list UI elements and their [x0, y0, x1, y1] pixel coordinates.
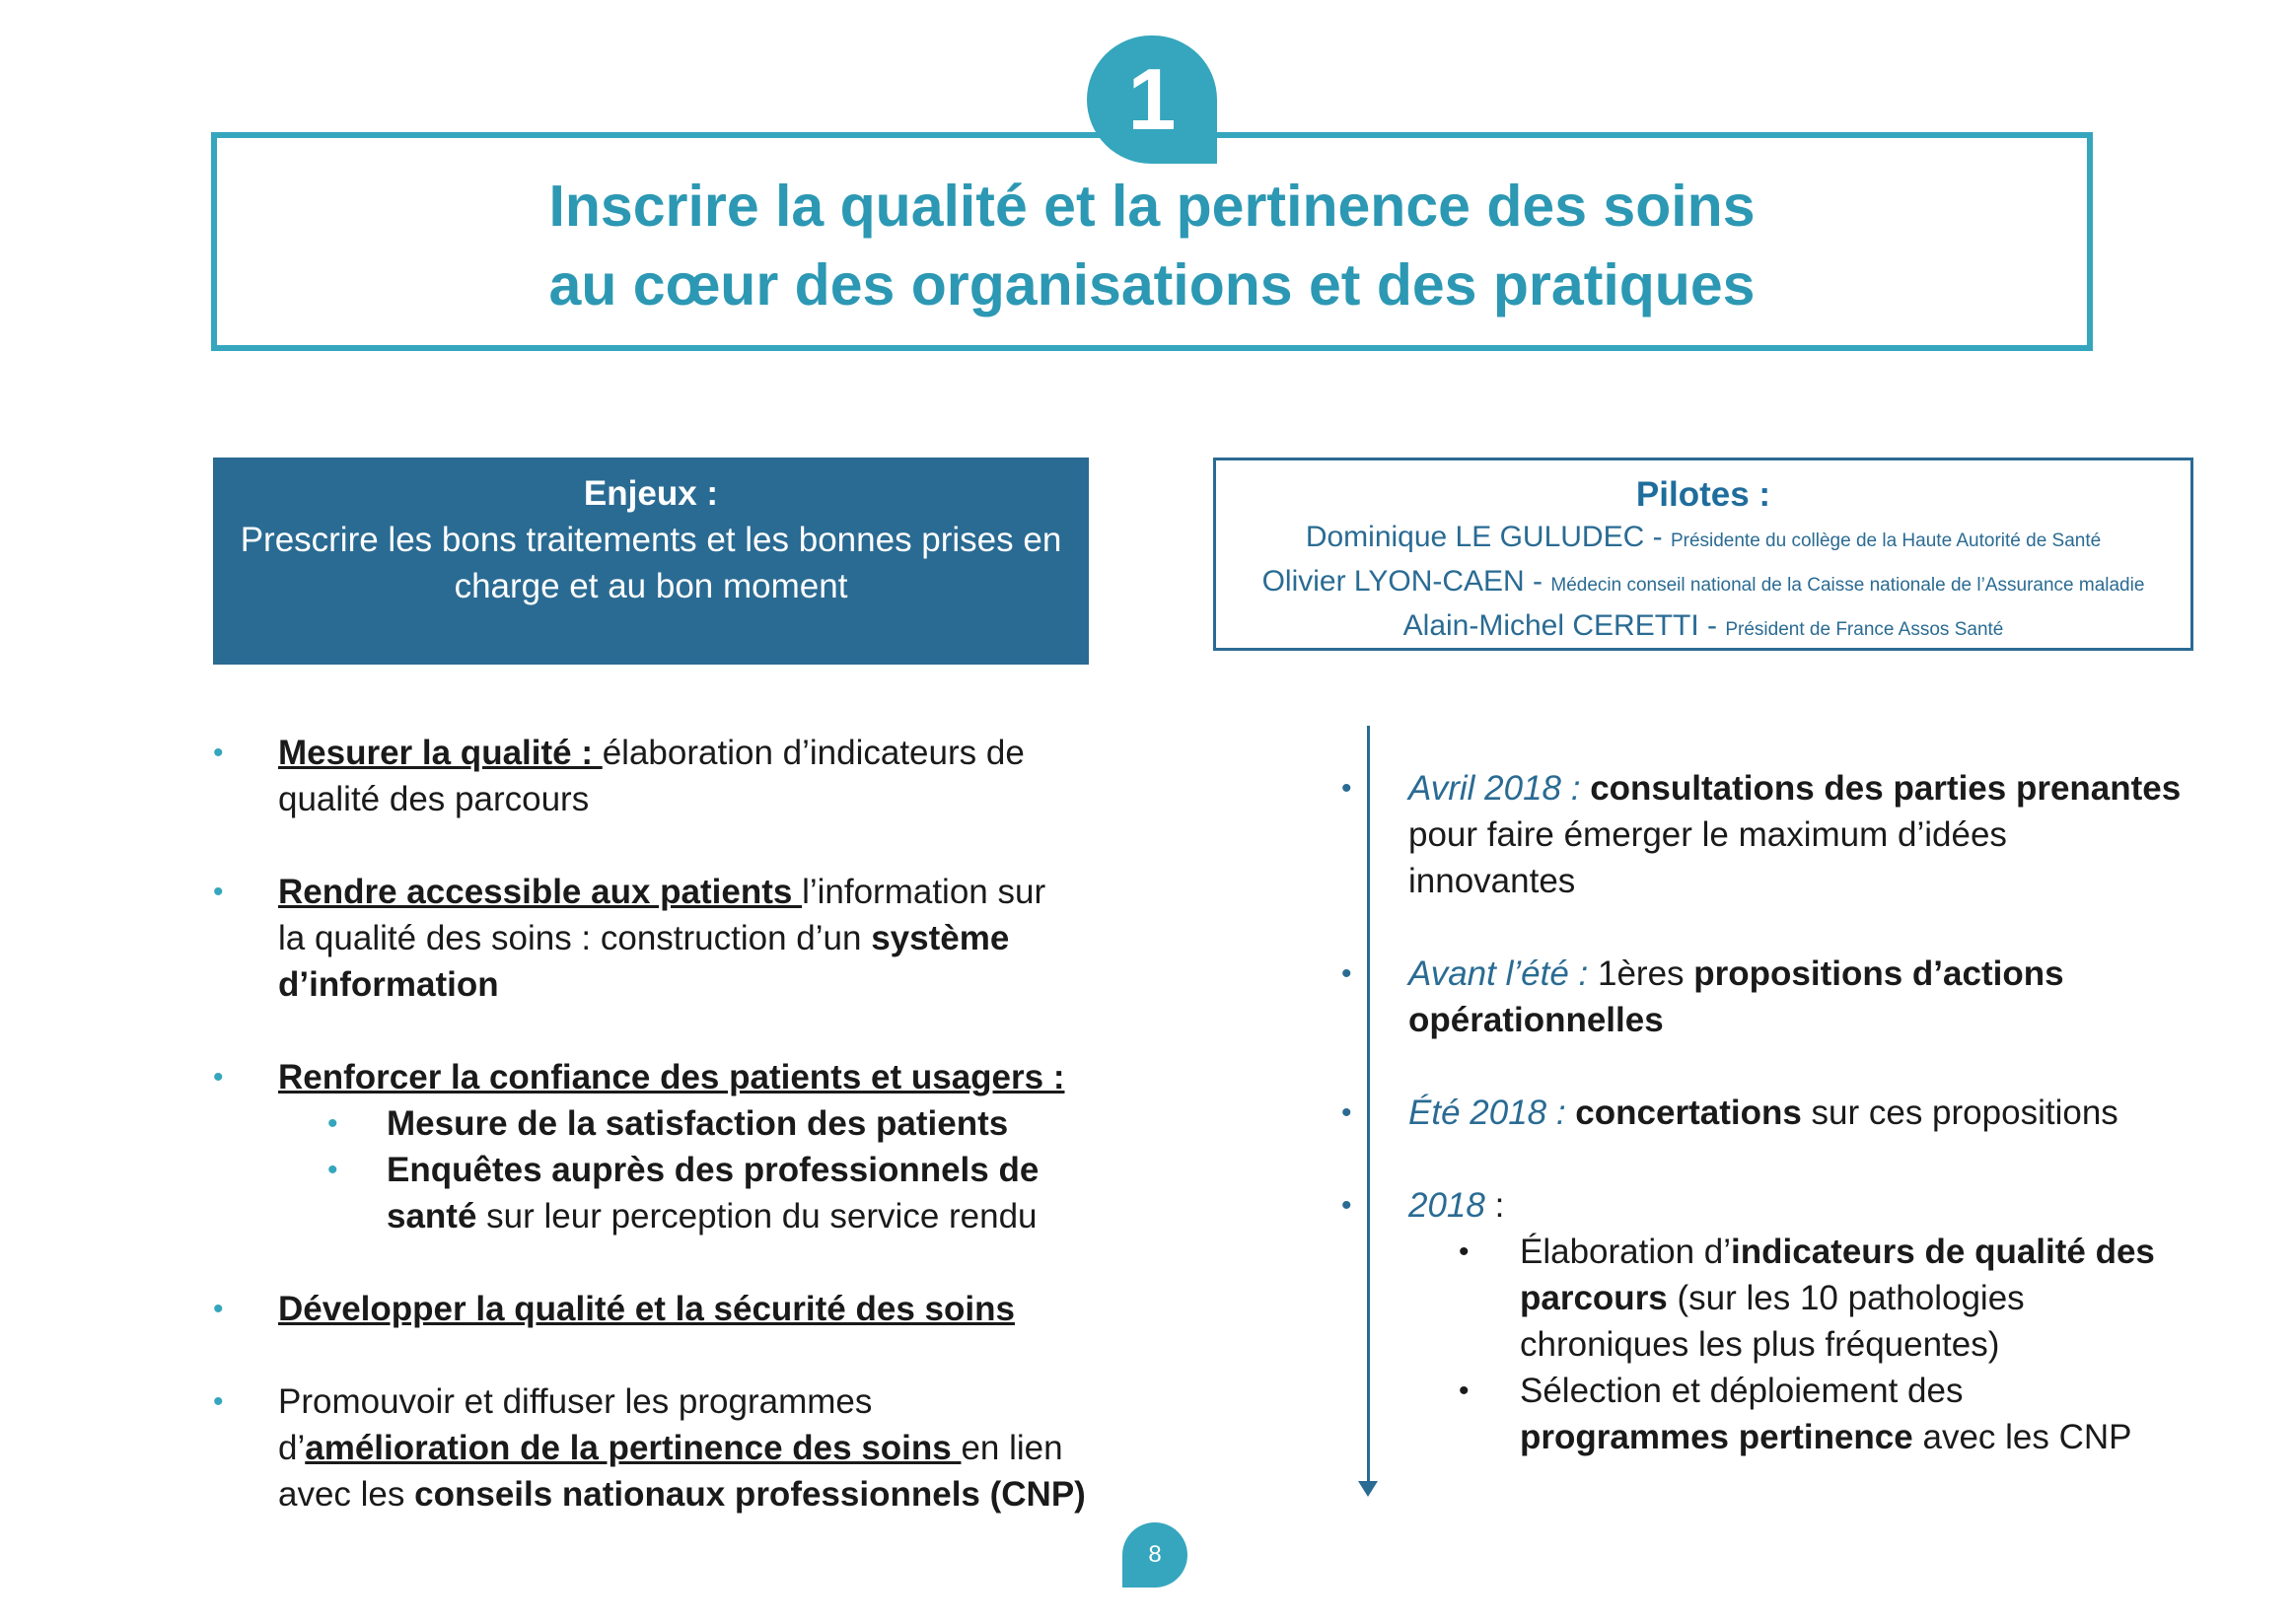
pilote-role: Présidente du collège de la Haute Autorité de Santé [1670, 530, 2102, 551]
timeline-text: pour faire émerger le maximum d’idées [1408, 815, 2007, 854]
item-heading: Rendre accessible aux patients [278, 873, 803, 911]
timeline-text: (sur les 10 pathologies [1667, 1279, 2025, 1317]
pilote-name: Olivier LYON-CAEN - [1261, 565, 1551, 598]
timeline-date: 2018 [1408, 1186, 1485, 1225]
item-heading: Développer la qualité et la sécurité des soins [278, 1290, 1015, 1328]
timeline-date: Été 2018 : [1408, 1094, 1576, 1132]
item-text: élaboration d’indicateurs de [602, 734, 1025, 772]
pilote-row [1216, 606, 2190, 651]
timeline-bold: programmes pertinence [1520, 1418, 1913, 1456]
list-item [213, 1286, 1101, 1332]
timeline-text: sur ces propositions [1801, 1094, 2118, 1132]
pilotes-heading: Pilotes : [1635, 475, 1771, 514]
bullet-icon: • [1341, 1096, 1352, 1129]
timeline-item [1341, 1090, 2229, 1136]
item-bold: d’information [278, 965, 499, 1004]
item-text: Promouvoir et diffuser les programmes [278, 1382, 873, 1421]
pilote-name: Dominique LE GULUDEC - [1305, 521, 1671, 553]
timeline-bold: propositions d’actions [1693, 954, 2064, 993]
pilote-row [1216, 562, 2190, 606]
timeline-text: Sélection et déploiement des [1520, 1372, 1964, 1410]
timeline-date: Avant l’été : [1408, 954, 1598, 993]
item-bold: conseils nationaux professionnels (CNP) [414, 1475, 1086, 1514]
title-line-1: Inscrire la qualité et la pertinence des soins [548, 174, 1756, 239]
timeline-text: Élaboration d’ [1520, 1233, 1732, 1271]
bullet-icon: • [1341, 1189, 1352, 1222]
item-heading: Mesurer la qualité : [278, 734, 603, 772]
enjeux-text-line-1: Prescrire les bons traitements et les bonnes prises en [240, 521, 1062, 559]
timeline-sub-list [1408, 1229, 2229, 1460]
timeline-text: avec les CNP [1912, 1418, 2132, 1456]
section-number-badge: 1 [1087, 35, 1217, 164]
item-text: en lien [961, 1429, 1063, 1467]
bullet-icon: • [1459, 1235, 1470, 1268]
sub-item-bold: Mesure de la satisfaction des patients [387, 1104, 1009, 1143]
pilote-role: Président de France Assos Santé [1725, 619, 2004, 640]
sub-list-item [327, 1147, 1101, 1239]
pilote-role: Médecin conseil national de la Caisse nationale de l’Assurance maladie [1550, 575, 2145, 596]
bullet-icon: • [1341, 772, 1352, 805]
bullet-icon: • [213, 737, 224, 769]
enjeux-text-line-2: charge et au bon moment [454, 567, 848, 605]
bullet-icon: • [1459, 1375, 1470, 1407]
timeline-bold: indicateurs de qualité des [1731, 1233, 2155, 1271]
timeline-item [1341, 1182, 2229, 1460]
title-line-2: au cœur des organisations et des pratiques [548, 252, 1756, 318]
item-text: la qualité des soins : construction d’un [278, 919, 872, 957]
enjeux-box [213, 458, 1089, 665]
pilotes-box [1213, 458, 2193, 651]
timeline-bold: opérationnelles [1408, 1001, 1664, 1039]
timeline-list [1341, 765, 2229, 1507]
timeline-text: 1ères [1597, 954, 1694, 993]
bullet-icon: • [213, 1385, 224, 1418]
pilote-row [1216, 518, 2190, 562]
bullet-icon: • [327, 1107, 338, 1140]
timeline-text: : [1484, 1186, 1505, 1225]
objectives-list [213, 730, 1101, 1564]
item-text: qualité des parcours [278, 780, 590, 818]
list-item [213, 869, 1101, 1008]
timeline-item [1341, 765, 2229, 904]
title-box [211, 132, 2093, 351]
timeline-item [1341, 951, 2229, 1043]
timeline-date: Avril 2018 : [1408, 769, 1591, 808]
item-bold: système [871, 919, 1010, 957]
sub-item-text: sur leur perception du service rendu [476, 1197, 1038, 1235]
list-item [213, 1378, 1101, 1517]
bullet-icon: • [1341, 957, 1352, 990]
item-text: d’ [278, 1429, 306, 1467]
timeline-sub-item [1459, 1229, 2229, 1368]
timeline-bold: parcours [1520, 1279, 1668, 1317]
timeline-sub-item [1459, 1368, 2229, 1460]
sub-item-bold: Enquêtes auprès des professionnels de [387, 1151, 1040, 1189]
list-item [213, 730, 1101, 822]
page-number: 8 [1122, 1522, 1187, 1588]
timeline-bold: concertations [1575, 1094, 1802, 1132]
timeline-bold: consultations des parties prenantes [1590, 769, 2182, 808]
bullet-icon: • [327, 1154, 338, 1186]
item-heading: Renforcer la confiance des patients et usagers : [278, 1058, 1065, 1096]
item-text: avec les [278, 1475, 415, 1514]
sub-list-item [327, 1100, 1101, 1147]
item-heading: amélioration de la pertinence des soins [305, 1429, 962, 1467]
timeline-text: innovantes [1408, 862, 1576, 900]
item-text: l’information sur [802, 873, 1046, 911]
enjeux-heading: Enjeux : [583, 474, 719, 513]
bullet-icon: • [213, 876, 224, 908]
list-item [213, 1054, 1101, 1239]
sub-item-bold: santé [387, 1197, 477, 1235]
pilote-name: Alain-Michel CERETTI - [1402, 609, 1726, 642]
sub-list [327, 1100, 1101, 1239]
timeline-text: chroniques les plus fréquentes) [1520, 1325, 2000, 1364]
bullet-icon: • [213, 1293, 224, 1325]
bullet-icon: • [213, 1061, 224, 1094]
